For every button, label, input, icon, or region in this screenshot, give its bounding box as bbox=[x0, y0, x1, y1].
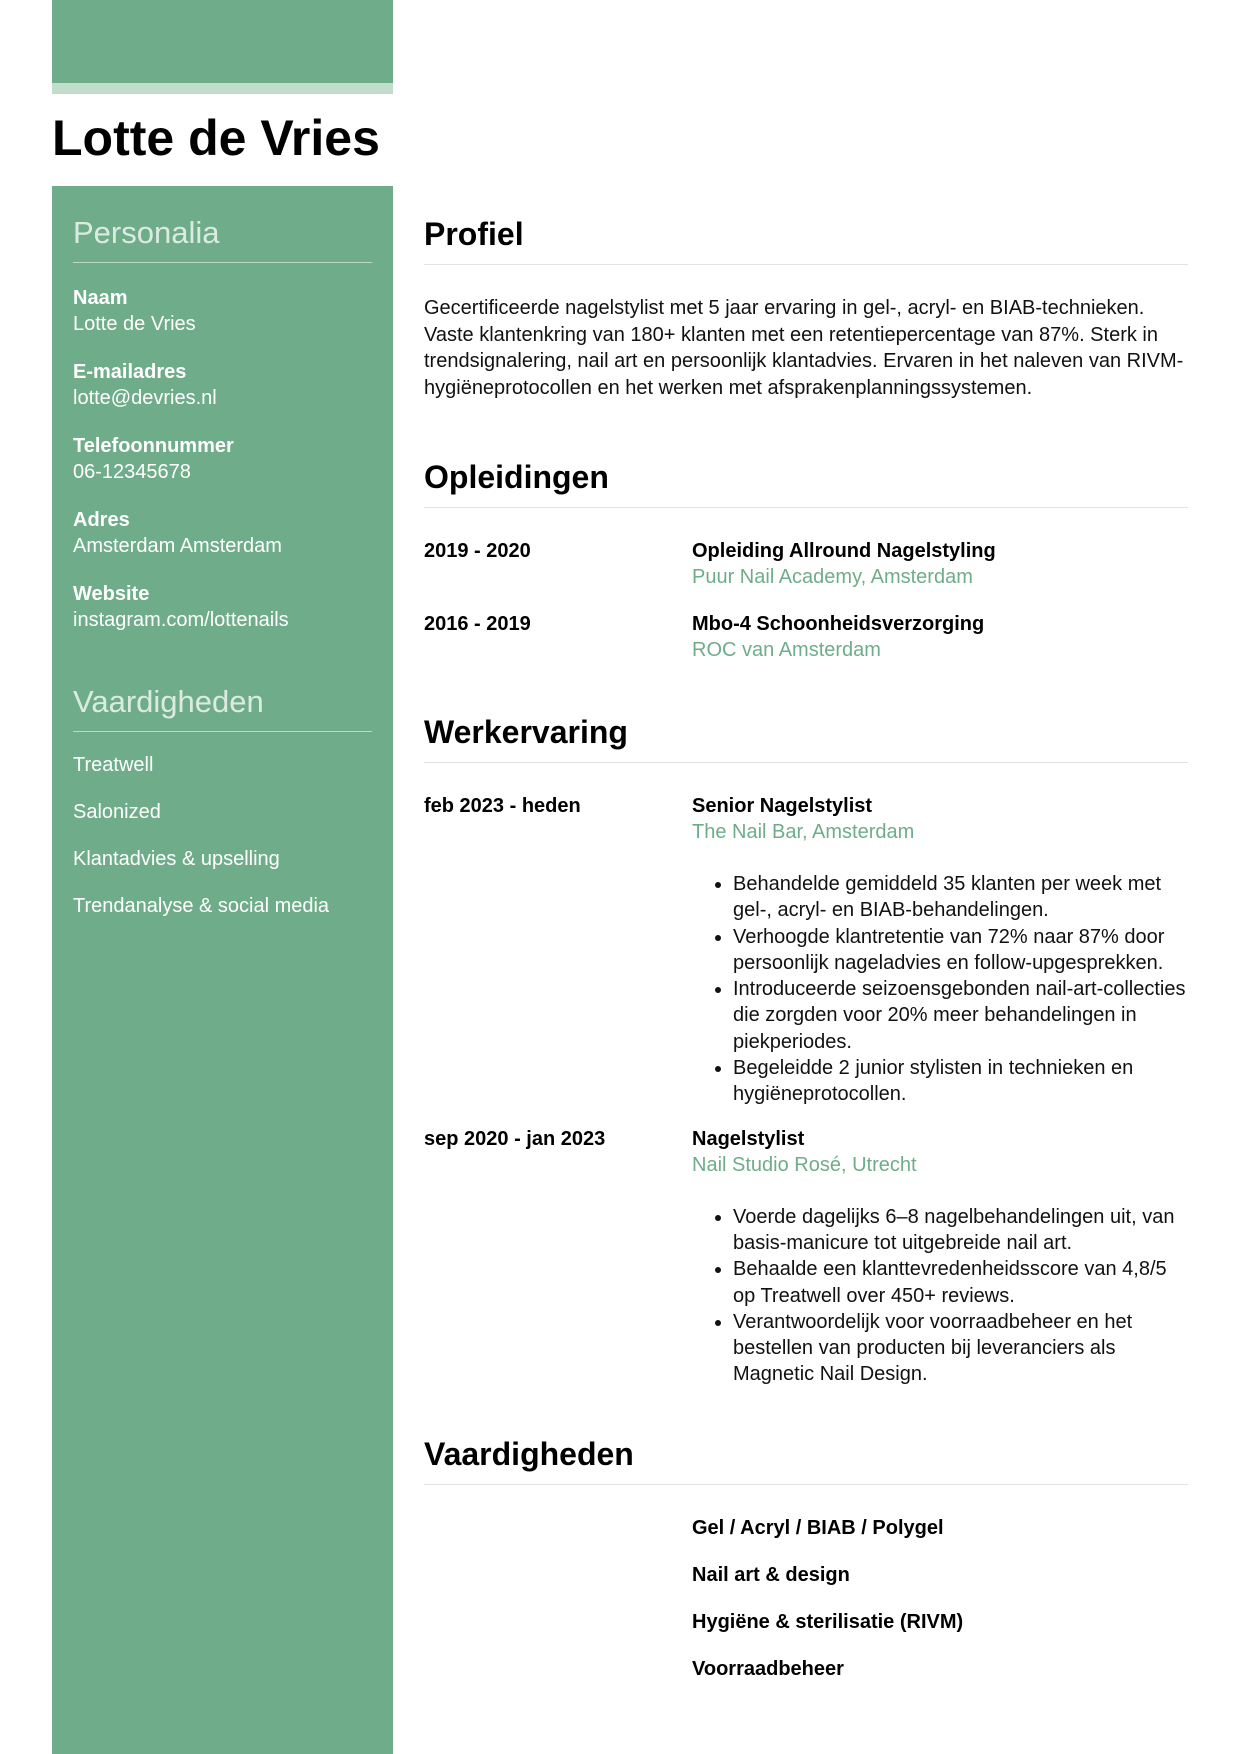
entry-date: feb 2023 - heden bbox=[424, 795, 581, 817]
entry-date: 2019 - 2020 bbox=[424, 540, 531, 562]
profile-section bbox=[424, 186, 1188, 401]
entry-employer: Nail Studio Rosé, Utrecht bbox=[692, 1153, 917, 1176]
work-list bbox=[424, 763, 1188, 1388]
bullet-item: • Voerde dagelijks 6–8 nagelbehandelingen uit, van basis-manicure tot uitgebreide nail art. bbox=[733, 1204, 1188, 1257]
personal-item-email bbox=[73, 359, 372, 411]
work-section bbox=[424, 684, 1188, 1388]
entry-title: Mbo-4 Schoonheidsverzorging bbox=[692, 613, 985, 635]
sidebar-skill-item: Salonized bbox=[73, 801, 161, 823]
personal-item-phone bbox=[73, 433, 372, 485]
personal-value: lotte@devries.nl bbox=[73, 387, 217, 409]
personal-label: Website bbox=[73, 583, 150, 605]
entry-date: sep 2020 - jan 2023 bbox=[424, 1127, 606, 1150]
personal-label: Adres bbox=[73, 509, 130, 531]
personal-value: Amsterdam Amsterdam bbox=[73, 535, 282, 557]
personal-label: Naam bbox=[73, 287, 128, 309]
personal-item-website bbox=[73, 581, 372, 633]
sidebar bbox=[52, 186, 393, 1754]
personal-value: instagram.com/lottenails bbox=[73, 609, 289, 631]
entry-title: Nagelstylist bbox=[692, 1127, 805, 1150]
skills-section bbox=[424, 1406, 1188, 1682]
section-heading-profile: Profiel bbox=[424, 186, 1188, 265]
education-section bbox=[424, 429, 1188, 664]
skill-item: Voorraadbeheer bbox=[692, 1657, 844, 1680]
personal-label: E-mailadres bbox=[73, 361, 187, 383]
personal-item-address bbox=[73, 507, 372, 559]
personal-details bbox=[73, 263, 372, 633]
entry-title: Senior Nagelstylist bbox=[692, 795, 873, 817]
entry-institution: Puur Nail Academy, Amsterdam bbox=[692, 566, 973, 588]
skill-item: Gel / Acryl / BIAB / Polygel bbox=[692, 1516, 944, 1539]
sidebar-skills bbox=[73, 732, 372, 919]
section-heading-work: Werkervaring bbox=[424, 684, 1188, 763]
personal-value: Lotte de Vries bbox=[73, 313, 196, 335]
sidebar-heading-personal: Personalia bbox=[73, 186, 372, 263]
sidebar-heading-skills: Vaardigheden bbox=[73, 655, 372, 732]
skill-item: Hygiëne & sterilisatie (RIVM) bbox=[692, 1610, 964, 1633]
entry-title: Opleiding Allround Nagelstyling bbox=[692, 540, 996, 562]
sidebar-skill-item: Klantadvies & upselling bbox=[73, 848, 280, 870]
education-list bbox=[424, 508, 1188, 664]
sidebar-skill-item: Trendanalyse & social media bbox=[73, 895, 330, 917]
profile-text: Gecertificeerde nagelstylist met 5 jaar ervaring in gel-, acryl- en BIAB-technieken. Vaste klantenkring van 180+ klanten met een retentiepercentage van 87%. Sterk in trendsignalering, nail art en persoonlijk klantadvies. Ervaren in het naleven van RIVM-hygiëneprotocollen en het werken met afsprakenplanningssystemen. bbox=[424, 297, 1184, 399]
bullet-item: • Behaalde een klanttevredenheidsscore van 4,8/5 op Treatwell over 450+ reviews. bbox=[733, 1256, 1188, 1309]
header-accent-strip bbox=[52, 83, 393, 94]
bullet-item: • Introduceerde seizoensgebonden nail-art-collecties die zorgden voor 20% meer behandelingen in piekperiodes. bbox=[733, 976, 1188, 1055]
personal-label: Telefoonnummer bbox=[73, 435, 234, 457]
entry-employer: The Nail Bar, Amsterdam bbox=[692, 821, 915, 843]
bullet-item: • Begeleidde 2 junior stylisten in technieken en hygiëneprotocollen. bbox=[733, 1055, 1188, 1108]
candidate-name: Lotte de Vries bbox=[52, 110, 380, 166]
header-color-bar bbox=[52, 0, 393, 83]
personal-item-name bbox=[73, 285, 372, 337]
section-heading-skills: Vaardigheden bbox=[424, 1406, 1188, 1485]
personal-value: 06-12345678 bbox=[73, 461, 191, 483]
bullet-list bbox=[692, 1204, 1188, 1388]
sidebar-skill-item: Treatwell bbox=[73, 754, 154, 776]
bullet-item: • Verhoogde klantretentie van 72% naar 87% door persoonlijk nageladvies en follow-upgesprekken. bbox=[733, 924, 1188, 977]
entry-date: 2016 - 2019 bbox=[424, 613, 531, 635]
education-entry bbox=[424, 611, 1188, 664]
work-entry bbox=[424, 793, 1188, 1108]
section-heading-education: Opleidingen bbox=[424, 429, 1188, 508]
bullet-item: • Verantwoordelijk voor voorraadbeheer en het bestellen van producten bij leveranciers als Magnetic Nail Design. bbox=[733, 1309, 1188, 1388]
work-entry bbox=[424, 1126, 1188, 1388]
skills-list bbox=[424, 1485, 1188, 1682]
bullet-list bbox=[692, 871, 1188, 1108]
bullet-item: • Behandelde gemiddeld 35 klanten per week met gel-, acryl- en BIAB-behandelingen. bbox=[733, 871, 1188, 924]
main-content bbox=[424, 186, 1188, 1703]
entry-institution: ROC van Amsterdam bbox=[692, 639, 881, 661]
skill-item: Nail art & design bbox=[692, 1563, 850, 1586]
education-entry bbox=[424, 538, 1188, 591]
